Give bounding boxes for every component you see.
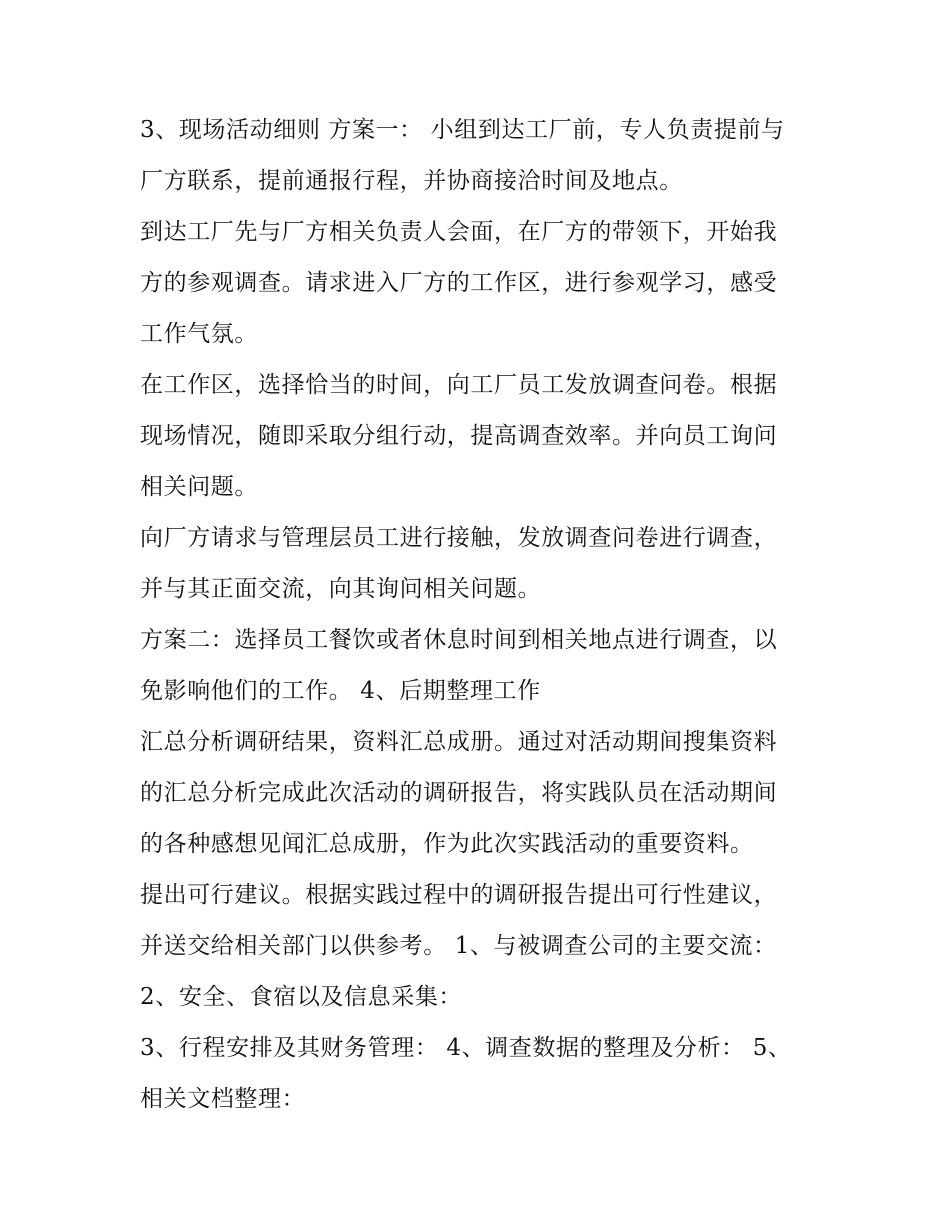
paragraph-summary-analysis <box>140 717 820 870</box>
text-line: 3、现场活动细则 方案一： 小组到达工厂前，专人负责提前与 <box>140 117 785 143</box>
text-line: 方的参观调查。请求进入厂方的工作区，进行参观学习，感受 <box>140 270 778 296</box>
paragraph-schedule-finance <box>140 1023 820 1125</box>
text-line: 提出可行建议。根据实践过程中的调研报告提出可行性建议， <box>140 882 778 908</box>
text-line: 方案二：选择员工餐饮或者休息时间到相关地点进行调查，以 <box>140 627 778 653</box>
text-line: 厂方联系，提前通报行程，并协商接洽时间及地点。 <box>140 168 683 194</box>
text-line: 现场情况，随即采取分组行动，提高调查效率。并向员工询问 <box>140 423 778 449</box>
text-line: 在工作区，选择恰当的时间，向工厂员工发放调查问卷。根据 <box>140 372 778 398</box>
paragraph-questionnaire <box>140 360 820 513</box>
text-line: 2、安全、食宿以及信息采集： <box>140 984 463 1010</box>
paragraph-onsite-plan-one <box>140 105 820 207</box>
text-line: 汇总分析调研结果，资料汇总成册。通过对活动期间搜集资料 <box>140 729 778 755</box>
text-line: 到达工厂先与厂方相关负责人会面，在厂方的带领下，开始我 <box>140 219 778 245</box>
paragraph-suggestions <box>140 870 820 972</box>
text-line: 并与其正面交流，向其询问相关问题。 <box>140 576 542 602</box>
text-line: 工作气氛。 <box>140 321 258 347</box>
text-line: 3、行程安排及其财务管理： 4、调查数据的整理及分析： 5、 <box>140 1035 792 1061</box>
document-body <box>140 105 820 1125</box>
text-line: 的各种感想见闻汇总成册，作为此次实践活动的重要资料。 <box>140 831 754 857</box>
text-line: 向厂方请求与管理层员工进行接触，发放调查问卷进行调查， <box>140 525 778 551</box>
text-line: 并送交给相关部门以供参考。 1、与被调查公司的主要交流： <box>140 933 777 959</box>
paragraph-plan-two <box>140 615 820 717</box>
paragraph-management-contact <box>140 513 820 615</box>
text-line: 的汇总分析完成此次活动的调研报告，将实践队员在活动期间 <box>140 780 778 806</box>
paragraph-arrival-meeting <box>140 207 820 360</box>
text-line: 免影响他们的工作。 4、后期整理工作 <box>140 678 541 704</box>
text-line: 相关文档整理： <box>140 1086 306 1112</box>
text-line: 相关问题。 <box>140 474 258 500</box>
paragraph-safety-lodging <box>140 972 820 1023</box>
